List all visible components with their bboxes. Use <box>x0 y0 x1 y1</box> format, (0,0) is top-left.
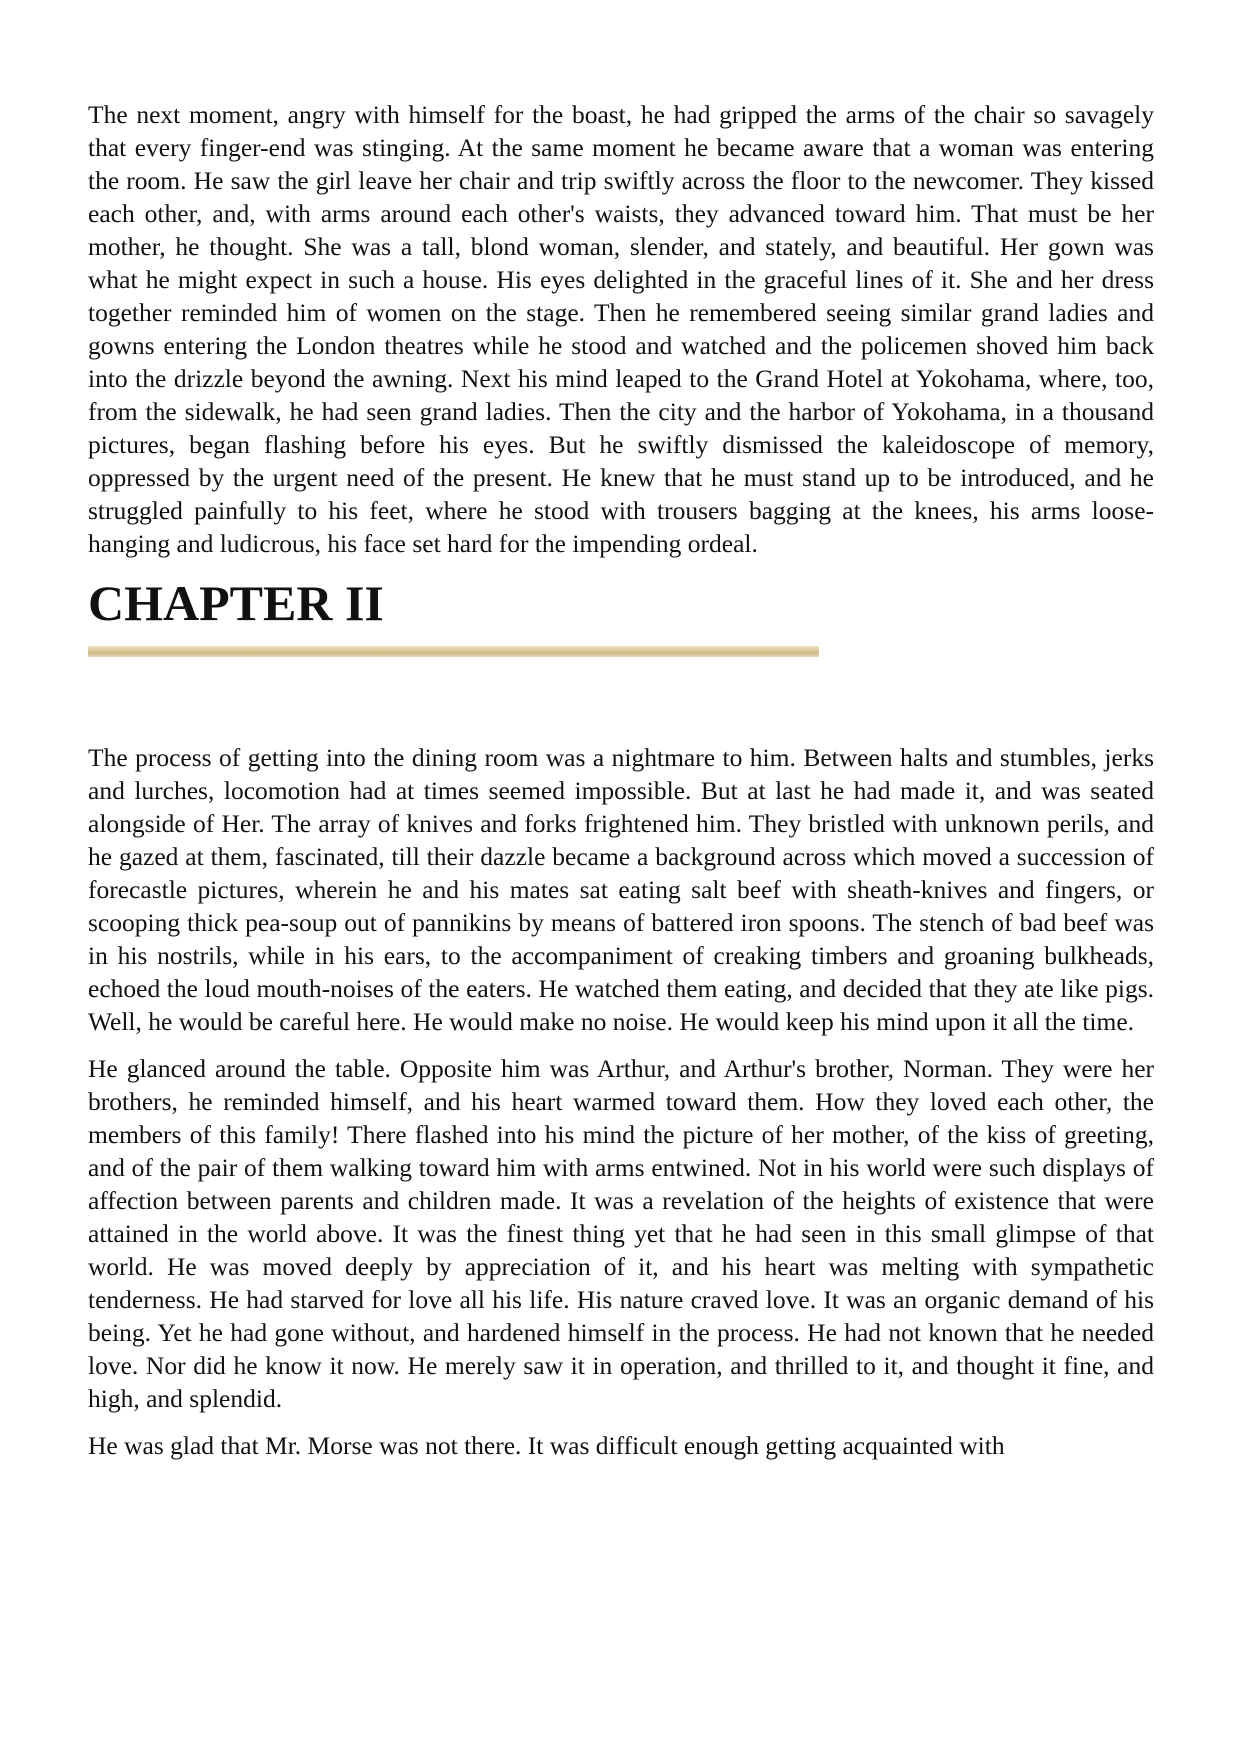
document-page <box>88 98 1154 1476</box>
paragraph-mr-morse: He was glad that Mr. Morse was not there. It was difficult enough getting acquainted with <box>88 1431 1005 1460</box>
paragraph-mother-enters: The next moment, angry with himself for the boast, he had gripped the arms of the chair so savagely that every finger-end was stinging. At the same moment he became aware that a woman was entering the room. He saw the girl leave her chair and trip swiftly across the floor to the newcomer. They kissed each other, and, with arms around each other's waists, they advanced toward him. That must be her mother, he thought. She was a tall, blond woman, slender, and stately, and beautiful. Her gown was what he might expect in such a house. His eyes delighted in the graceful lines of it. She and her dress together reminded him of women on the stage. Then he remembered seeing similar grand ladies and gowns entering the London theatres while he stood and watched and the policemen shoved him back into the drizzle beyond the awning. Next his mind leaped to the Grand Hotel at Yokohama, where, too, from the sidewalk, he had seen grand ladies. Then the city and the harbor of Yokohama, in a thousand pictures, began flashing before his eyes. But he swiftly dismissed the kaleidoscope of memory, oppressed by the urgent need of the present. He knew that he must stand up to be introduced, and he struggled painfully to his feet, where he stood with trousers bagging at the knees, his arms loose- hanging and ludicrous, his face set hard for the impending ordeal. <box>88 100 1154 558</box>
paragraph-family-table: He glanced around the table. Opposite him was Arthur, and Arthur's brother, Norman. They were her brothers, he reminded himself, and his heart warmed toward them. How they loved each other, the members of this family! There flashed into his mind the picture of her mother, of the kiss of greeting, and of the pair of them walking toward him with arms entwined. Not in his world were such displays of affection between parents and children made. It was a revelation of the heights of existence that were attained in the world above. It was the finest thing yet that he had seen in this small glimpse of that world. He was moved deeply by appreciation of it, and his heart was melting with sympathetic tenderness. He had starved for love all his life. His nature craved love. It was an organic demand of his being. Yet he had gone without, and hardened himself in the process. He had not known that he needed love. Nor did he know it now. He merely saw it in operation, and thrilled to it, and thought it fine, and high, and splendid. <box>88 1054 1154 1413</box>
chapter-divider-rule <box>88 646 819 657</box>
chapter-heading: CHAPTER II <box>88 575 384 631</box>
paragraph-dining-room: The process of getting into the dining room was a nightmare to him. Between halts and stumbles, jerks and lurches, locomotion had at times seemed impossible. But at last he had made it, and was seated alongside of Her. The array of knives and forks frightened him. They bristled with unknown perils, and he gazed at them, fascinated, till their dazzle became a background across which moved a succession of forecastle pictures, wherein he and his mates sat eating salt beef with sheath-knives and fingers, or scooping thick pea-soup out of pannikins by means of battered iron spoons. The stench of bad beef was in his nostrils, while in his ears, to the accompaniment of creaking timbers and groaning bulkheads, echoed the loud mouth-noises of the eaters. He watched them eating, and decided that they ate like pigs. Well, he would be careful here. He would make no noise. He would keep his mind upon it all the time. <box>88 743 1154 1036</box>
